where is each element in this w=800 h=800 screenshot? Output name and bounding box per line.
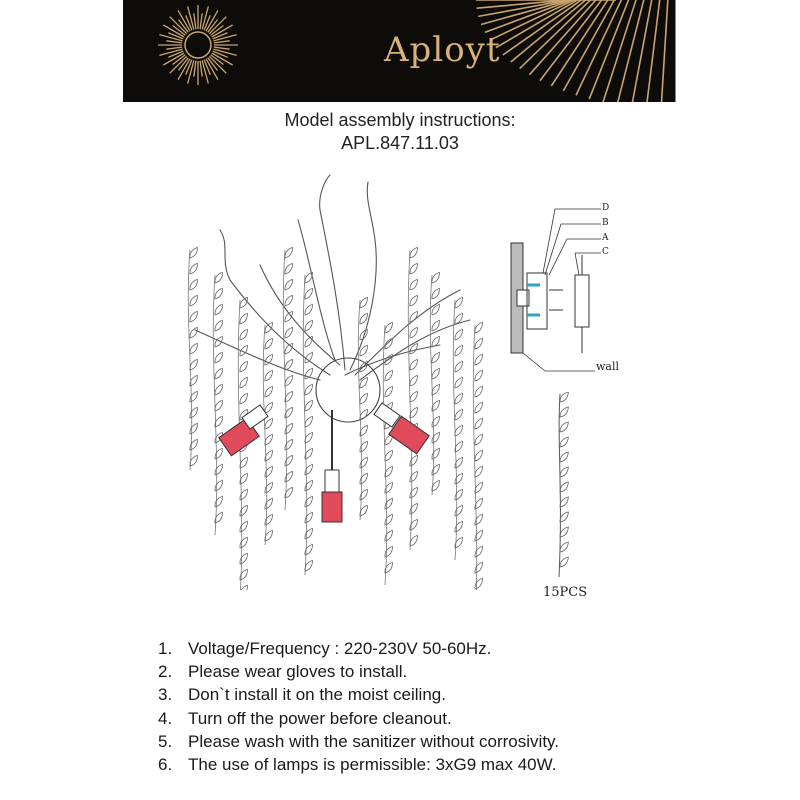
quantity-label: 15PCS (543, 585, 588, 600)
instruction-text: Voltage/Frequency : 220-230V 50-60Hz. (188, 639, 492, 658)
instruction-item (158, 637, 559, 660)
lamp-right-icon (374, 403, 429, 454)
instruction-list (158, 637, 559, 776)
instruction-text: Please wear gloves to install. (188, 662, 408, 682)
instruction-number: 4. (158, 708, 173, 728)
instruction-text: Don`t install it on the moist ceiling. (188, 685, 446, 705)
instruction-item (158, 707, 559, 730)
page-title: Model assembly instructions: (284, 110, 516, 130)
model-number: APL.847.11.03 (341, 133, 459, 153)
instruction-text: The use of lamps is permissible: 3xG9 max 40W. (188, 755, 557, 775)
part-label-a: A (602, 233, 609, 243)
instruction-text: Turn off the power before cleanout. (188, 708, 452, 728)
leaf-strand-diagram (535, 392, 585, 582)
instruction-number: 3. (158, 685, 173, 705)
instruction-number: 2. (158, 662, 173, 682)
instruction-text: Please wash with the sanitizer without corrosivity. (188, 731, 560, 751)
part-label-b: B (602, 218, 609, 228)
instruction-number: 5. (158, 731, 173, 751)
wall-label: wall (596, 360, 620, 373)
lamp-center-icon (322, 410, 342, 522)
instruction-item (158, 753, 559, 776)
chandelier-drawing (170, 170, 500, 590)
part-label-d: D (602, 203, 610, 213)
instruction-item (158, 660, 559, 683)
part-label-c: C (602, 247, 609, 257)
instruction-number: 6. (158, 755, 173, 775)
instruction-item (158, 683, 559, 706)
brand-name: Aployt (384, 30, 501, 70)
brand-banner (123, 0, 676, 102)
instruction-item (158, 730, 559, 753)
lamp-left-icon (219, 405, 268, 456)
instruction-number: 1. (158, 639, 173, 658)
